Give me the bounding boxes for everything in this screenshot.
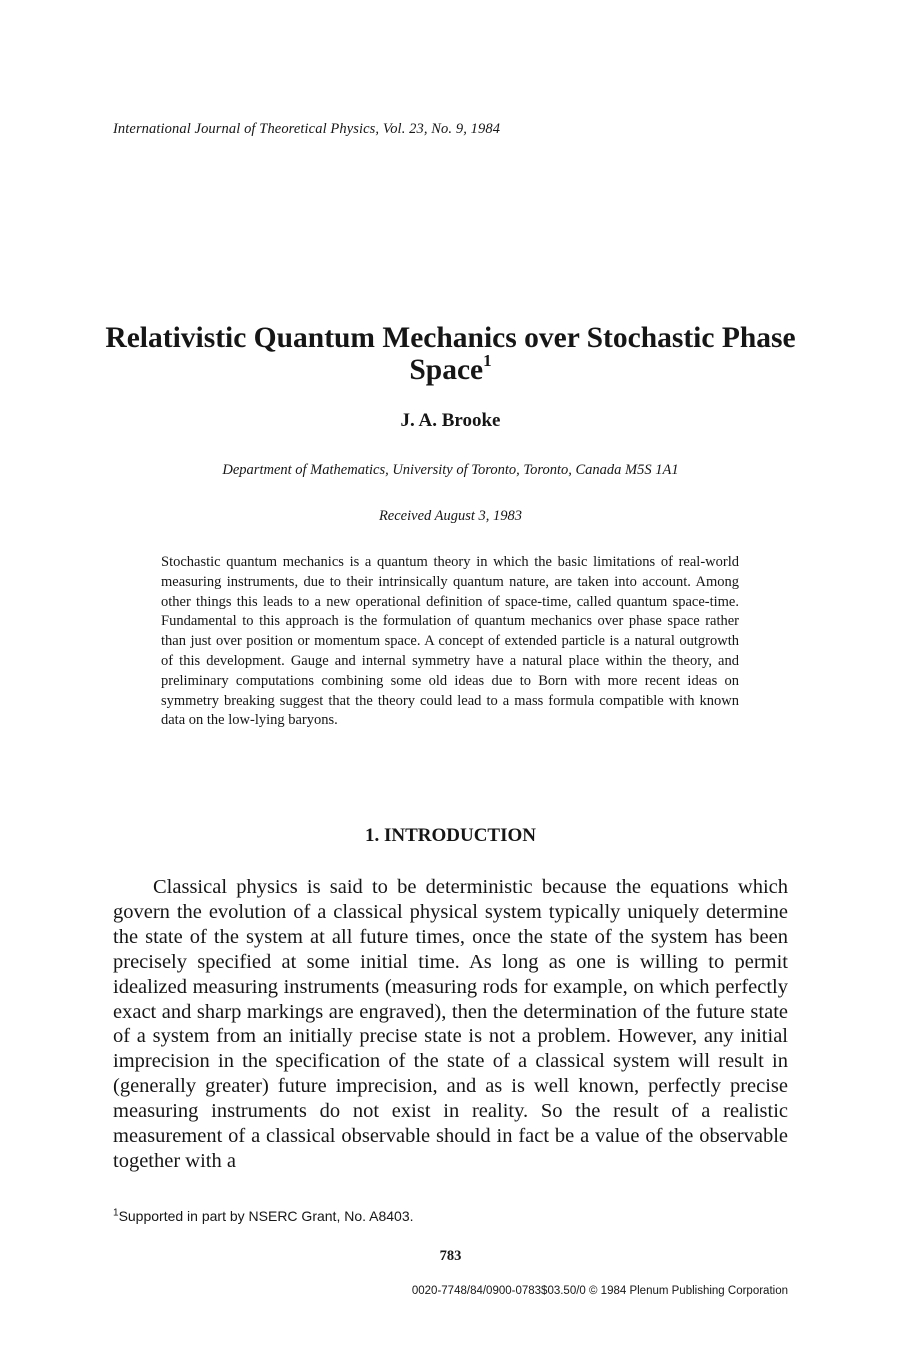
paper-title [100,322,801,386]
journal-header: International Journal of Theoretical Physics, Vol. 23, No. 9, 1984 [113,121,501,137]
abstract: Stochastic quantum mechanics is a quantum theory in which the basic limitations of real-world measuring instruments, due to their intrinsically quantum nature, are taken into account. Among other things this leads to a new operational definition of space-time, called quantum space-time. Fundamental to this approach is the formulation of quantum mechanics over phase space rather than just over position or momentum space. A concept of extended particle is a natural outgrowth of this development. Gauge and internal symmetry have a natural place within the theory, and preliminary computations combining some old ideas due to Born with more recent ideas on symmetry breaking suggest that the theory could lead to a mass formula compatible with known data on the low-lying baryons. [161,554,739,729]
paper-title-text: Relativistic Quantum Mechanics over Stochastic Phase Space [105,322,796,386]
author-name: J. A. Brooke [400,410,501,431]
section-heading: 1. INTRODUCTION [364,825,537,846]
author-affiliation: Department of Mathematics, University of Toronto, Toronto, Canada M5S 1A1 [222,462,679,478]
page-number: 783 [439,1248,462,1264]
copyright-line: 0020-7748/84/0900-0783$03.50/0 © 1984 Plenum Publishing Corporation [411,1285,788,1297]
footnote [113,1208,414,1224]
footnote-mark: 1 [113,1207,119,1219]
title-footnote-mark: 1 [483,351,492,371]
body-paragraph: Classical physics is said to be deterministic because the equations which govern the evolution of a classical physical system typically uniquely determine the state of the system at all future times, once the state of the system has been precisely specified at some initial time. As long as one is willing to permit idealized measuring instruments (measuring rods for example, on which perfectly exact and sharp markings are engraved), then the determination of the future state of a system from an initially precise state is not a problem. However, any initial imprecision in the specification of the state of a classical system will result in (generally greater) future imprecision, and as is well known, perfectly precise measuring instruments do not exist in reality. So the result of a realistic measurement of a classical observable should in fact be a value of the observable together with a [113,876,788,1172]
footnote-text: Supported in part by NSERC Grant, No. A8403. [118,1208,414,1224]
received-date: Received August 3, 1983 [378,508,523,524]
